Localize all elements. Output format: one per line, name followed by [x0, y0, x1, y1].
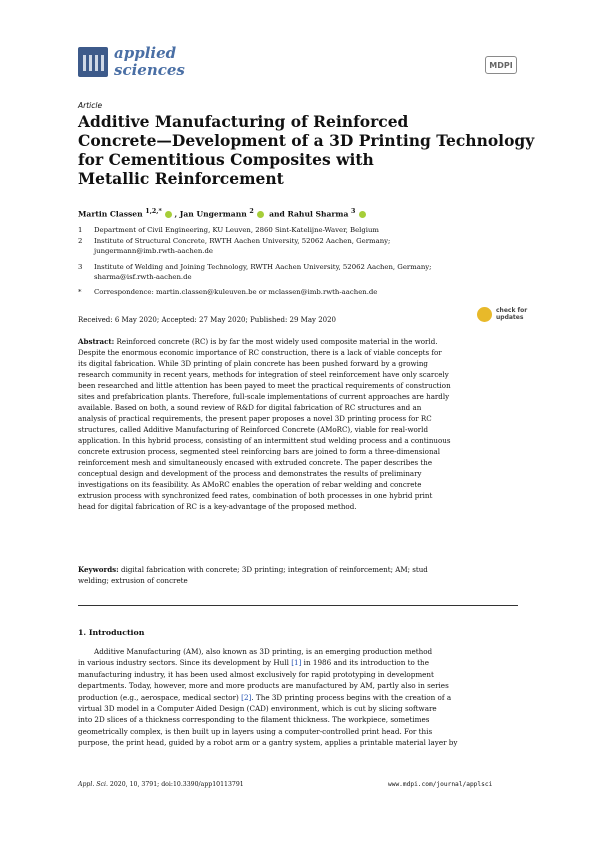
- author-separator: and: [266, 209, 288, 219]
- body-text: [78, 646, 518, 749]
- footer-citation: [78, 781, 244, 788]
- abstract-line: Despite the enormous economic importance of RC construction, there is a lack of viable concepts for: [78, 348, 442, 357]
- body-text-span: into 2D slices of a thickness corresponding to the filament thickness. The workpiece, sometimes: [78, 715, 430, 725]
- body-line: [78, 714, 518, 725]
- body-text-span: geometrically complex, is then built up in layers using a computer-controlled print head. For this: [78, 726, 433, 736]
- affiliation: [78, 236, 390, 256]
- abstract-line: Reinforced concrete (RC) is by far the most widely used composite material in the world.: [114, 337, 438, 346]
- abstract-line: conceptual design and development of the process and demonstrates the results of preliminary: [78, 469, 422, 478]
- reference-link[interactable]: [1]: [291, 658, 302, 668]
- title-line: Metallic Reinforcement: [78, 169, 284, 188]
- publication-dates: Received: 6 May 2020; Accepted: 27 May 2020; Published: 29 May 2020: [78, 316, 337, 324]
- body-text-span: . The 3D printing process begins with the creation of a: [251, 692, 452, 702]
- orcid-icon[interactable]: [359, 211, 366, 218]
- footer-journal-abbrev: Appl. Sci.: [78, 781, 108, 788]
- abstract-line: been researched and little attention has been payed to meet the practical requirements of construction: [78, 381, 451, 390]
- journal-name-line2: sciences: [114, 61, 185, 79]
- affiliation-text: Institute of Welding and Joining Technology, RWTH Aachen University, 52062 Aachen, Germany;: [94, 263, 432, 271]
- body-line: [78, 657, 518, 668]
- abstract-line: research community in recent years, methods for integration of steel reinforcement have only scarcely: [78, 370, 449, 379]
- abstract-line: reinforcement mesh and simultaneously encased with extruded concrete. The paper describes the: [78, 458, 433, 467]
- body-text-span: production (e.g., aerospace, medical sector): [78, 692, 242, 702]
- abstract-line: concrete extrusion process, segmented steel reinforcing bars are joined to form a three-dimensional: [78, 447, 441, 456]
- footer-doi[interactable]: 2020, 10, 3791; doi:10.3390/app10113791: [107, 781, 244, 788]
- journal-logo-icon: [78, 47, 108, 77]
- body-text-span: in 1986 and its introduction to the: [301, 658, 429, 668]
- article-type: Article: [78, 101, 103, 110]
- keywords-line: digital fabrication with concrete; 3D printing; integration of reinforcement; AM; stud: [118, 565, 428, 574]
- author-name[interactable]: Martin Classen: [78, 209, 143, 219]
- orcid-icon[interactable]: [165, 211, 172, 218]
- body-text-span: manufacturing industry, it has been used almost exclusively for rapid prototyping in development: [78, 669, 434, 679]
- author-name[interactable]: Jan Ungermann: [179, 209, 247, 219]
- orcid-icon[interactable]: [257, 211, 264, 218]
- abstract-line: investigations on its feasibility. As AMoRC enables the operation of rebar welding and concrete: [78, 480, 422, 489]
- author-name[interactable]: Rahul Sharma: [287, 209, 349, 219]
- affiliation-text: Department of Civil Engineering, KU Leuven, 2860 Sint-Katelijne-Waver, Belgium: [94, 226, 379, 234]
- affiliation-number: *: [78, 288, 82, 296]
- abstract-line: its digital fabrication. While 3D printing of plain concrete has been pushed forward by a growing: [78, 359, 428, 368]
- author-affiliation-sup: 3: [351, 208, 356, 215]
- affiliation-text: Institute of Structural Concrete, RWTH Aachen University, 52062 Aachen, Germany;: [94, 237, 391, 245]
- title-line: Concrete—Development of a 3D Printing Technology: [78, 131, 535, 150]
- body-line: [78, 692, 518, 703]
- journal-name: [114, 45, 185, 79]
- title-line: for Cementitious Composites with: [78, 150, 374, 169]
- abstract-line: application. In this hybrid process, consisting of an intermittent stud welding process and a continuous: [78, 436, 451, 445]
- keywords: [78, 564, 518, 586]
- keywords-label: Keywords:: [78, 565, 119, 574]
- abstract: [78, 336, 518, 512]
- section-heading: 1. Introduction: [78, 628, 145, 637]
- check-for-updates-badge[interactable]: [477, 306, 529, 324]
- body-line: [78, 703, 518, 714]
- abstract-line: analysis of practical requirements, the present paper proposes a novel 3D printing process for RC: [78, 414, 432, 423]
- keywords-line: welding; extrusion of concrete: [78, 576, 188, 585]
- title-line: Additive Manufacturing of Reinforced: [78, 112, 409, 131]
- affiliation-number: 1: [78, 226, 83, 234]
- paper-title: [78, 112, 538, 188]
- check-updates-icon: [477, 307, 492, 322]
- affiliation-email[interactable]: sharma@isf.rwth-aachen.de: [94, 273, 192, 281]
- affiliation-number: 2: [78, 237, 83, 245]
- reference-link[interactable]: [2]: [241, 692, 252, 702]
- affiliation-email[interactable]: jungermann@imb.rwth-aachen.de: [94, 247, 213, 255]
- author-affiliation-sup: 2: [249, 208, 254, 215]
- body-line: [78, 646, 518, 657]
- footer-url[interactable]: www.mdpi.com/journal/applsci: [388, 781, 493, 788]
- body-text-span: virtual 3D model in a Computer Aided Design (CAD) environment, which is cut by slicing software: [78, 704, 437, 714]
- abstract-line: available. Based on both, a sound review of R&D for digital fabrication of RC structures and an: [78, 403, 422, 412]
- affiliation: [78, 225, 379, 235]
- author-separator: ,: [174, 209, 180, 219]
- abstract-line: sites and prefabrication plants. Therefore, full-scale implementations of current approaches are hardly: [78, 392, 450, 401]
- body-line: [78, 737, 518, 748]
- body-text-span: Additive Manufacturing (AM), also known as 3D printing, is an emerging production method: [94, 647, 433, 656]
- affiliation: [78, 262, 431, 282]
- check-updates-line: updates: [496, 314, 524, 321]
- body-text-span: departments. Today, however, more and more products are manufactured by AM, partly also in series: [78, 681, 449, 691]
- abstract-line: extrusion process with synchronized feed rates, combination of both processes in one hybrid print: [78, 491, 433, 500]
- abstract-label: Abstract:: [78, 337, 115, 346]
- body-line: [78, 669, 518, 680]
- check-updates-line: check for: [496, 307, 528, 314]
- abstract-line: structures, called Additive Manufacturing of Reinforced Concrete (AMoRC), viable for real-world: [78, 425, 428, 434]
- publisher-logo: MDPI: [485, 56, 517, 74]
- body-text-span: in various industry sectors. Since its development by Hull: [78, 658, 292, 668]
- body-line: [78, 680, 518, 691]
- correspondence: [78, 287, 377, 297]
- abstract-line: head for digital fabrication of RC is a key-advantage of the proposed method.: [78, 502, 357, 511]
- body-text-span: purpose, the print head, guided by a robot arm or a gantry system, applies a printable material layer by: [78, 738, 458, 748]
- correspondence-text[interactable]: Correspondence: martin.classen@kuleuven.be or mclassen@imb.rwth-aachen.de: [94, 288, 378, 296]
- journal-name-line1: applied: [114, 44, 177, 62]
- body-line: [78, 726, 518, 737]
- author-affiliation-sup: 1,2,*: [145, 208, 162, 215]
- author-list: [78, 208, 368, 219]
- section-divider: [78, 605, 518, 606]
- affiliation-number: 3: [78, 263, 83, 271]
